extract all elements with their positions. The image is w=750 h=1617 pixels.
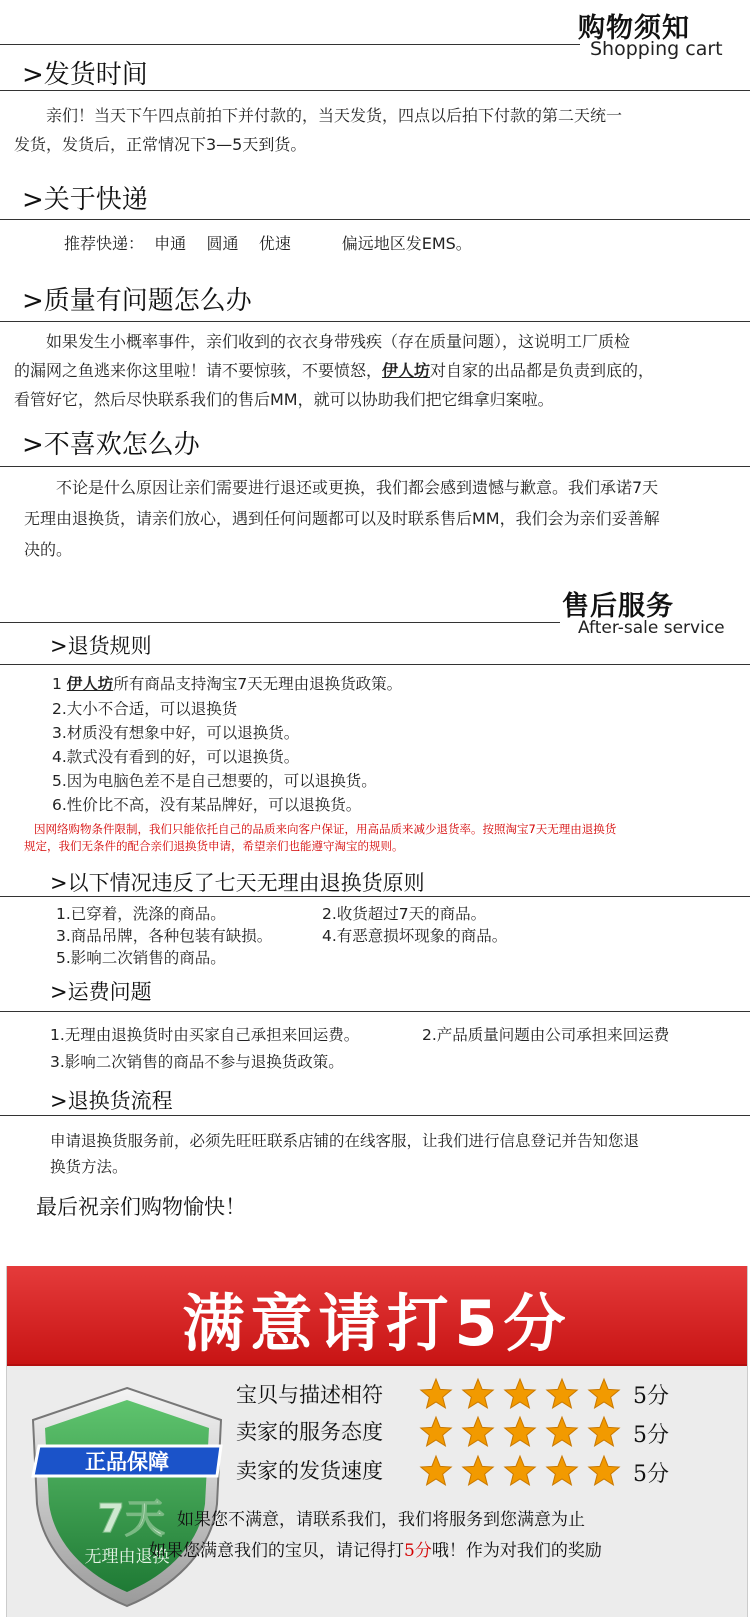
violation-5: 5.影响二次销售的商品。 [56,949,226,967]
dislike-line3: 决的。 [24,540,73,559]
star-icon [503,1415,537,1449]
divider [0,90,750,91]
divider [0,219,750,220]
divider [0,896,750,897]
rating-label-shipping: 卖家的发货速度 [236,1459,383,1483]
star-icon [587,1415,621,1449]
section-title-dislike: >不喜欢怎么办 [22,430,200,460]
violation-2: 2.收货超过7天的商品。 [322,905,487,923]
section-title-shipping-fee: >运费问题 [50,980,152,1004]
divider [0,1115,750,1116]
section-title-return-rules: >退货规则 [50,634,152,658]
star-icon [419,1454,453,1488]
return-rule-3: 3.材质没有想象中好，可以退换货。 [52,724,300,742]
footer-line2 [149,1536,602,1561]
divider [0,44,580,45]
section-title-courier: >关于快递 [22,185,148,215]
footer-line2-before: 如果您满意我们的宝贝，请记得打 [149,1541,404,1561]
star-icon [587,1454,621,1488]
banner-header [7,1266,747,1366]
quality-line2-tail: 对自家的出品都是负责到底的， [430,361,655,380]
divider [0,1011,750,1012]
section-title-violations: >以下情况违反了七天无理由退换货原则 [50,871,425,895]
quality-line3: 看管好它，然后尽快联系我们的售后MM，就可以协助我们把它缉拿归案啦。 [14,390,554,409]
quality-line2-text: 的漏网之鱼逃来你这里啦！请不要惊骇，不要愤怒， [14,361,383,380]
rating-score-description: 5分 [633,1384,669,1409]
rating-banner [6,1266,748,1617]
shield-days-text: 7天 [97,1496,165,1542]
section-title-quality: >质量有问题怎么办 [22,286,252,316]
divider [0,622,560,623]
shipping-time-line1: 亲们！当天下午四点前拍下并付款的，当天发货，四点以后拍下付款的第二天统一 [14,106,623,125]
divider [0,321,750,322]
star-icon [419,1377,453,1411]
return-rule-5: 5.因为电脑色差不是自己想要的，可以退换货。 [52,772,377,790]
star-icon [461,1415,495,1449]
quality-line1: 如果发生小概率事件，亲们收到的衣衣身带残疾（存在质量问题），这说明工厂质检 [14,332,631,351]
footer-line1: 如果您不满意，请联系我们，我们将服务到您满意为止 [177,1510,585,1530]
star-icon [461,1454,495,1488]
return-rule-4: 4.款式没有看到的好，可以退换货。 [52,748,300,766]
rating-score-service: 5分 [633,1423,669,1448]
return-rule-2: 2.大小不合适，可以退换货 [52,700,238,718]
closing-message: 最后祝亲们购物愉快！ [36,1195,246,1219]
footer-line2-highlight: 5分 [404,1541,432,1561]
return-notice-line2: 规定，我们无条件的配合亲们退换货申请，希望亲们也能遵守淘宝的规则。 [24,839,404,853]
violation-1: 1.已穿着，洗涤的商品。 [56,905,226,923]
shipping-fee-3: 3.影响二次销售的商品不参与退换货政策。 [50,1053,344,1071]
violation-3: 3.商品吊牌，各种包装有缺损。 [56,927,273,945]
section-title-process: >退换货流程 [50,1089,173,1113]
return-rule-1 [52,672,402,694]
section-title-shipping-time: >发货时间 [22,60,148,90]
brand-name: 伊人坊 [382,361,431,380]
quality-line2 [14,356,654,385]
star-icon [503,1454,537,1488]
star-icon [503,1377,537,1411]
return-rule-6: 6.性价比不高，没有某品牌好，可以退换货。 [52,796,362,814]
banner-title: 满意请打5分 [182,1287,572,1360]
return-rule-1-prefix: 1 [52,675,67,693]
return-rule-1-text: 所有商品支持淘宝7天无理由退换货政策。 [113,675,403,693]
dislike-line2: 无理由退换货，请亲们放心，遇到任何问题都可以及时联系售后MM，我们会为亲们妥善解 [24,509,660,528]
shopping-notes-title: 购物须知 [578,13,690,44]
star-icon [545,1454,579,1488]
divider [0,466,750,467]
rating-label-service: 卖家的服务态度 [236,1420,383,1444]
rating-label-description: 宝贝与描述相符 [236,1383,383,1407]
violation-4: 4.有恶意损坏现象的商品。 [322,927,508,945]
process-line2: 换货方法。 [50,1158,128,1176]
shopping-notes-subtitle: Shopping cart [590,38,723,60]
guarantee-shield-icon [21,1384,233,1610]
brand-name: 伊人坊 [66,675,114,693]
footer-line2-after: 哦！作为对我们的奖励 [431,1541,602,1561]
after-sale-title: 售后服务 [562,591,674,622]
shipping-fee-1: 1.无理由退换货时由买家自己承担来回运费。 [50,1026,360,1044]
star-icon [587,1377,621,1411]
star-icon [419,1415,453,1449]
process-line1: 申请退换货服务前，必须先旺旺联系店铺的在线客服，让我们进行信息登记并告知您退 [50,1132,640,1150]
star-icon [545,1377,579,1411]
shipping-time-line2: 发货，发货后，正常情况下3—5天到货。 [14,135,307,154]
dislike-line1: 不论是什么原因让亲们需要进行退还或更换，我们都会感到遗憾与歉意。我们承诺7天 [24,478,659,497]
courier-line: 推荐快递： 申通 圆通 优速 偏远地区发EMS。 [64,234,472,253]
after-sale-subtitle: After-sale service [578,618,725,638]
star-icon [461,1377,495,1411]
shield-bottom-text: 无理由退换 [84,1547,170,1567]
shipping-fee-2: 2.产品质量问题由公司承担来回运费 [422,1026,670,1044]
return-notice-line1: 因网络购物条件限制，我们只能依托自己的品质来向客户保证，用高品质来减少退货率。按照淘宝7天无理由退换货 [34,822,617,836]
shield-top-text: 正品保障 [85,1450,169,1474]
rating-score-shipping: 5分 [633,1462,669,1487]
star-icon [545,1415,579,1449]
divider [0,664,750,665]
